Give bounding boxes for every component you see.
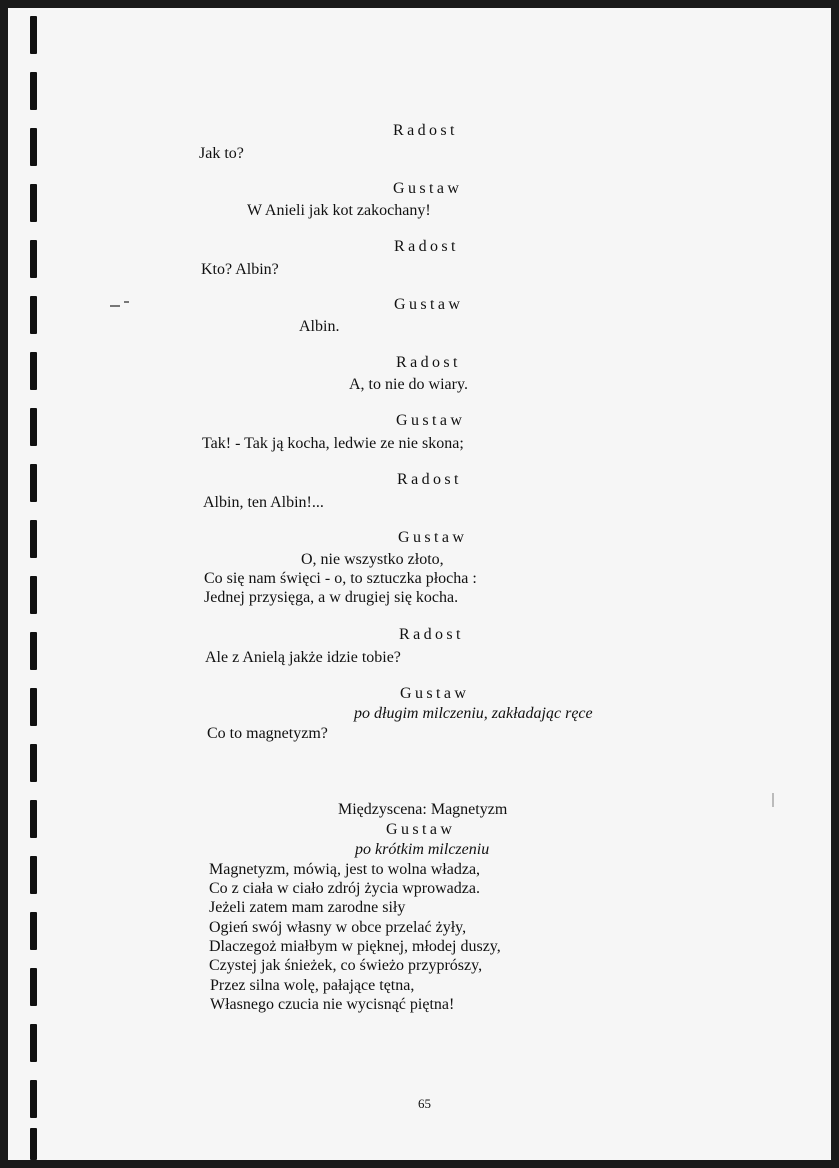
binding-mark [30,912,37,950]
verse-line: Magnetyzm, mówią, jest to wolna władza, [209,861,481,878]
binding-mark [30,296,37,334]
stage-direction: po długim milczeniu, zakładając ręce [354,705,593,722]
binding-mark [30,352,37,390]
verse-line: O, nie wszystko złoto, [301,551,444,568]
binding-mark [30,800,37,838]
verse-line: Albin, ten Albin!... [203,494,324,511]
binding-mark [30,16,37,54]
verse-line: W Anieli jak kot zakochany! [247,202,431,219]
binding-mark [30,1024,37,1062]
binding-mark [30,856,37,894]
verse-line: Własnego czucia nie wycisnąć piętna! [210,996,455,1013]
speaker-name: Radost [397,471,462,488]
binding-mark [30,688,37,726]
page-number: 65 [418,1096,431,1111]
verse-line: Co to magnetyzm? [207,725,328,742]
verse-line: Co się nam święci - o, to sztuczka płocha : [204,570,477,587]
verse-line: Ogień swój własny w obce przelać żyły, [209,919,467,936]
scan-speck [110,305,120,307]
binding-mark [30,128,37,166]
verse-line: Jak to? [199,145,244,162]
verse-line: Ale z Anielą jakże idzie tobie? [205,649,401,666]
binding-mark [30,184,37,222]
binding-mark [30,744,37,782]
binding-mark [30,1128,37,1160]
verse-line: Dlaczegoż miałbym w pięknej, młodej duszy, [209,938,501,955]
verse-line: Kto? Albin? [201,261,279,278]
speaker-name: Gustaw [386,821,456,838]
scene-heading: Międzyscena: Magnetyzm [338,801,508,818]
speaker-name: Radost [394,238,459,255]
speaker-name: Gustaw [394,296,464,313]
speaker-name: Gustaw [393,180,463,197]
verse-line: Co z ciała w ciało zdrój życia wprowadza. [209,880,480,897]
verse-line: Albin. [299,318,340,335]
binding-mark [30,1080,37,1118]
verse-line: Jeżeli zatem mam zarodne siły [209,899,406,916]
verse-line: Tak! - Tak ją kocha, ledwie ze nie skona; [202,435,464,452]
binding-mark [30,408,37,446]
speaker-name: Radost [396,354,461,371]
verse-line: Jednej przysięga, a w drugiej się kocha. [204,589,459,606]
binding-mark [30,72,37,110]
binding-mark [30,520,37,558]
verse-line: Przez silna wolę, pałające tętna, [210,977,415,994]
binding-mark [30,968,37,1006]
scan-speck [124,301,129,303]
speaker-name: Gustaw [398,529,468,546]
verse-line: Czystej jak śnieżek, co świeżo przyprószy, [209,957,483,974]
speaker-name: Radost [399,626,464,643]
stage-direction: po krótkim milczeniu [355,841,490,858]
binding-mark [30,632,37,670]
scan-speck [772,793,774,807]
binding-mark [30,464,37,502]
binding-mark [30,576,37,614]
speaker-name: Gustaw [400,685,470,702]
speaker-name: Gustaw [396,412,466,429]
verse-line: A, to nie do wiary. [349,376,468,393]
scanned-page [8,8,831,1160]
binding-mark [30,240,37,278]
speaker-name: Radost [393,122,458,139]
